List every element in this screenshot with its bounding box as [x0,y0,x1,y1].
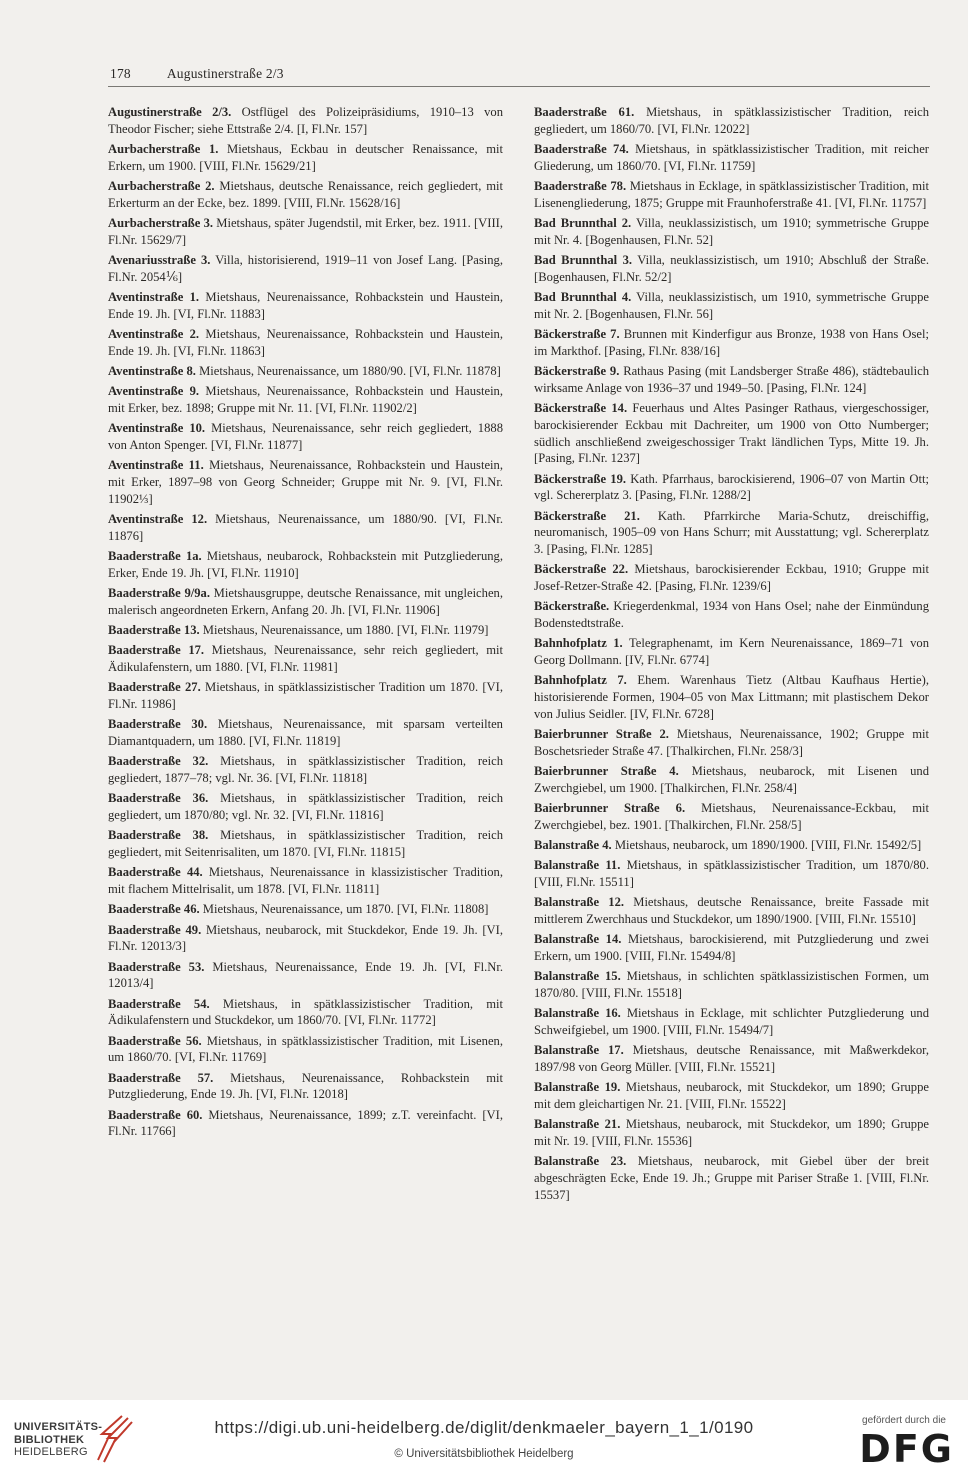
register-entry [108,363,503,380]
entry-heading: Bad Brunnthal 4. [534,290,632,304]
entry-heading: Aventinstraße 11. [108,458,204,473]
entry-heading: Baaderstraße 57. [108,1070,214,1085]
register-entry [534,141,929,175]
entry-heading: Augustinerstraße 2/3. [108,105,232,119]
entry-heading: Balanstraße 19. [534,1080,621,1095]
entry-text: Mietshaus, Neurenaissance, um 1870. [VI, Fl.Nr. 11808] [199,902,489,917]
entry-heading: Baaderstraße 61. [534,105,635,119]
entry-heading: Baaderstraße 60. [108,1107,203,1122]
entry-text: Kath. Pfarrkirche Maria-Schutz, dreischiffig, neuromanisch, 1905–09 von Hans Schurr; mit Ausstattung; vgl. Schererplatz 3. [Pasing, Fl.Nr. 1285] [534,508,929,556]
entry-text: Mietshaus, Neurenaissance, um 1880/90. [VI, Fl.Nr. 11878] [195,364,501,378]
entry-text: Mietshaus, Neurenaissance, sehr reich gegliedert, mit Ädikulafenstern, um 1880. [VI, Fl.Nr. 11981] [108,643,503,674]
entry-text: Mietshaus, Neurenaissance, 1902; Gruppe mit Boschetsrieder Straße 47. [Thalkirchen, Fl.Nr. 258/3] [534,727,930,758]
register-entry [108,1107,503,1141]
register-entry [108,457,503,507]
entry-heading: Bäckerstraße 19. [534,471,627,486]
register-entry [108,642,503,676]
entry-text: Kriegerdenkmal, 1934 von Hans Osel; nahe der Einmündung Bodenstedtstraße. [534,599,929,630]
entry-heading: Bad Brunnthal 3. [534,253,633,267]
register-entry [534,215,929,249]
entry-text: Mietshaus, Neurenaissance in klassizistischer Tradition, mit flachem Mittelrisalit, um 1878. [VI, Fl.Nr. 11811] [108,865,503,896]
register-entry [534,894,929,928]
entry-heading: Balanstraße 17. [534,1043,624,1058]
entry-text: Mietshaus, deutsche Renaissance, mit Maßwerkdekor, 1897/98 von Georg Müller. [VIII, Fl.Nr. 15521] [534,1043,930,1074]
register-entry [534,1116,929,1150]
entry-text: Mietshaus, deutsche Renaissance, breite Fassade mit mittlerem Zwerchhaus und Stuckdekor, um 1890/1900. [VIII, Fl.Nr. 15510] [534,895,929,926]
entry-heading: Baierbrunner Straße 2. [534,727,669,741]
register-entry [534,763,929,797]
entry-heading: Baaderstraße 78. [534,179,627,193]
register-entry [108,383,503,417]
entry-heading: Bäckerstraße 22. [534,562,629,577]
entry-heading: Bäckerstraße. [534,599,610,614]
header-rule [108,86,930,87]
entry-text: Ostflügel des Polizeipräsidiums, 1910–13 von Theodor Fischer; siehe Ettstraße 2/4. [I, Fl.Nr. 157] [108,105,503,136]
page-number: 178 [110,66,131,81]
right-column [534,104,929,1207]
entry-text: Mietshaus, Neurenaissance, mit sparsam verteilten Diamantquadern, um 1880. [VI, Fl.Nr. 11819] [108,717,503,748]
library-line-1: UNIVERSITÄTS- [14,1421,103,1433]
entry-text: Mietshaus, deutsche Renaissance, reich gegliedert, mit Erkerturm an der Ecke, bez. 1899. [VIII, Fl.Nr. 15628/16] [108,179,503,210]
register-entry [108,548,503,582]
entry-heading: Aurbacherstraße 1. [108,142,219,156]
register-entry [108,252,503,286]
entry-text: Mietshaus, Neurenaissance, Rohbackstein mit Putzgliederung, Ende 19. Jh. [VI, Fl.Nr. 12018] [108,1070,503,1102]
entry-text: Kath. Pfarrhaus, barockisierend, 1906–07 von Martin Ott; vgl. Schererplatz 3. [Pasing, Fl.Nr. 1288/2] [534,471,929,503]
register-entry [534,1042,929,1076]
permalink-url[interactable]: https://digi.ub.uni-heidelberg.de/diglit/denkmaeler_bayern_1_1/0190 [214,1418,754,1437]
register-entry [534,1153,929,1203]
viewer-footer [0,1400,968,1475]
entry-text: Mietshaus, Neurenaissance, um 1880. [VI, Fl.Nr. 11979] [199,623,489,637]
register-entry [108,716,503,750]
entry-text: Mietshaus, später Jugendstil, mit Erker, bez. 1911. [VIII, Fl.Nr. 15629/7] [108,216,503,247]
register-entry [534,1079,929,1113]
page-header [110,66,930,82]
entry-text: Villa, neuklassizistisch, um 1910, symmetrische Gruppe mit Nr. 2. [Bogenhausen, Fl.Nr. 56] [534,290,929,321]
entry-text: Mietshaus, in schlichten spätklassizistischen Formen, um 1870/80. [VIII, Fl.Nr. 15518] [534,969,930,1000]
entry-text: Mietshaus, Eckbau in deutscher Renaissance, mit Erkern, um 1900. [VIII, Fl.Nr. 15629/21] [108,142,503,173]
entry-heading: Baaderstraße 53. [108,959,205,974]
register-entry [108,326,503,360]
library-line-3: HEIDELBERG [14,1446,88,1458]
entry-text: Ehem. Warenhaus Tietz (Altbau Kaufhaus Hertie), historisierende Formen, 1904–05 von Max Littmann; mit plastischem Dekor von Julius Seidler. [IV, Fl.Nr. 6728] [534,673,929,721]
register-entry [108,959,503,993]
entry-text: Mietshaus, Neurenaissance, Ende 19. Jh. [VI, Fl.Nr. 12013/4] [108,959,503,991]
entry-text: Rathaus Pasing (mit Landsberger Straße 486), städtebaulich wirksame Anlage von 1936–37 und 1949–50. [Pasing, Fl.Nr. 124] [534,364,929,395]
entry-text: Mietshaus, Neurenaissance, um 1880/90. [VI, Fl.Nr. 11876] [108,512,503,543]
left-column [108,104,503,1144]
entry-heading: Bäckerstraße 7. [534,327,620,341]
entry-text: Mietshaus, in spätklassizistischer Tradition, reich gegliedert, um 1860/70. [VI, Fl.Nr. 12022] [534,105,929,136]
register-entry [534,1005,929,1039]
register-entry [108,864,503,898]
register-entry [108,511,503,545]
entry-text: Mietshaus, barockisierender Eckbau, 1910; Gruppe mit Josef-Retzer-Straße 42. [Pasing, Fl.Nr. 1239/6] [534,562,929,593]
copyright-notice: © Universitätsbibliothek Heidelberg [394,1448,574,1460]
entry-heading: Baaderstraße 56. [108,1033,202,1048]
register-entry [534,561,929,595]
entry-heading: Balanstraße 23. [534,1154,627,1169]
entry-text: Villa, neuklassizistisch, um 1910; Abschluß der Straße. [Bogenhausen, Fl.Nr. 52/2] [534,253,929,284]
register-entry [534,178,929,212]
entry-text: Mietshaus, Neurenaissance, Rohbackstein und Haustein, mit Erker, 1897–98 von Georg Schneider; Gruppe mit Nr. 9. [VI, Fl.Nr. 11902⅓] [108,458,503,506]
register-entry [108,104,503,138]
entry-text: Mietshausgruppe, deutsche Renaissance, mit ungleichen, malerisch angeordneten Erkern, Anfang 20. Jh. [VI, Fl.Nr. 11906] [108,586,503,617]
register-entry [108,901,503,918]
entry-text: Mietshaus, neubarock, mit Giebel über der breit abgeschrägten Ecke, Ende 19. Jh.; Gruppe mit Pariser Straße 1. [VIII, Fl.Nr. 15537] [534,1154,930,1202]
entry-heading: Balanstraße 14. [534,932,622,947]
entry-heading: Baaderstraße 38. [108,828,209,843]
register-entry [534,635,929,669]
entry-text: Mietshaus, in spätklassizistischer Tradition, mit Lisenen, um 1860/70. [VI, Fl.Nr. 11769] [108,1033,503,1065]
entry-heading: Baaderstraße 46. [108,902,200,917]
register-entry [108,289,503,323]
entry-text: Mietshaus, in spätklassizistischer Tradition, reich gegliedert, 1877–78; vgl. Nr. 36. [VI, Fl.Nr. 11818] [108,754,503,785]
library-line-2: BIBLIOTHEK [14,1433,85,1446]
dfg-logo: DFG [859,1427,954,1471]
entry-heading: Baaderstraße 74. [534,142,629,156]
entry-heading: Aventinstraße 1. [108,290,200,304]
entry-text: Mietshaus, Neurenaissance, Rohbackstein und Haustein, Ende 19. Jh. [VI, Fl.Nr. 11863] [108,327,504,358]
register-entry [534,252,929,286]
entry-text: Mietshaus, barockisierend, mit Putzgliederung und zwei Erkern, um 1900. [VIII, Fl.Nr. 15494/8] [534,932,930,963]
entry-text: Mietshaus, neubarock, Rohbackstein mit Putzgliederung, Erker, Ende 19. Jh. [VI, Fl.Nr. 11910] [108,549,503,580]
entry-text: Feuerhaus und Altes Pasinger Rathaus, viergeschossiger, barockisierender Eckbau mit Dachreiter, um 1900 von Otto Numberger; südlich anschließend zweigeschossiger Trakt ländlichen Typs, Mitte 19. Jh. [Pasing, Fl.Nr. 1237] [534,401,929,466]
entry-text: Villa, neuklassizistisch, um 1910; symmetrische Gruppe mit Nr. 4. [Bogenhausen, Fl.Nr. 52] [534,216,929,247]
running-title: Augustinerstraße 2/3 [166,66,284,81]
register-entry [108,178,503,212]
entry-text: Mietshaus, Neurenaissance, sehr reich gegliedert, 1888 von Anton Spenger. [VI, Fl.Nr. 11877] [108,421,503,452]
register-entry [534,931,929,965]
entry-heading: Baaderstraße 49. [108,922,202,937]
entry-heading: Baaderstraße 32. [108,754,209,769]
entry-text: Telegraphenamt, im Kern Neurenaissance, 1869–71 von Georg Dollmann. [IV, Fl.Nr. 6774] [534,636,929,667]
entry-heading: Balanstraße 4. [534,838,612,852]
entry-heading: Baaderstraße 1a. [108,549,202,563]
register-entry [534,857,929,891]
register-entry [108,1070,503,1104]
register-entry [108,622,503,639]
entry-text: Mietshaus, in spätklassizistischer Tradition, reich gegliedert, um 1870/80; vgl. Nr. 32. [VI, Fl.Nr. 11816] [108,791,503,822]
register-entry [534,726,929,760]
register-entry [108,790,503,824]
entry-heading: Aurbacherstraße 3. [108,216,214,230]
register-entry [534,471,929,505]
entry-heading: Baaderstraße 44. [108,865,203,880]
register-entry [534,968,929,1002]
register-entry [534,363,929,397]
register-entry [534,326,929,360]
entry-text: Brunnen mit Kinderfigur aus Bronze, 1938 von Hans Osel; im Markthof. [Pasing, Fl.Nr. 838/16] [534,327,929,358]
entry-heading: Balanstraße 12. [534,895,625,910]
register-entry [108,1033,503,1067]
entry-heading: Baaderstraße 54. [108,996,210,1011]
entry-heading: Baaderstraße 36. [108,791,209,806]
entry-text: Villa, historisierend, 1919–11 von Josef Lang. [Pasing, Fl.Nr. 2054⅙] [108,253,503,284]
entry-heading: Bäckerstraße 21. [534,508,640,523]
register-entry [108,215,503,249]
register-entry [534,672,929,722]
register-entry [108,141,503,175]
register-entry [108,679,503,713]
entry-text: Mietshaus, in spätklassizistischer Tradition, reich gegliedert, mit Seitenrisaliten, um 1870. [VI, Fl.Nr. 11815] [108,828,503,859]
entry-text: Mietshaus, Neurenaissance-Eckbau, mit Zwerchgiebel, bez. 1901. [Thalkirchen, Fl.Nr. 258/5] [534,801,929,832]
entry-heading: Balanstraße 21. [534,1117,621,1132]
register-entry [534,508,929,558]
entry-heading: Baaderstraße 13. [108,623,200,637]
entry-heading: Bahnhofplatz 1. [534,636,623,651]
entry-heading: Baierbrunner Straße 6. [534,801,686,815]
entry-heading: Bäckerstraße 14. [534,401,628,415]
entry-heading: Baaderstraße 27. [108,680,201,695]
entry-text: Mietshaus, in spätklassizistischer Tradition, um 1870/80. [VIII, Fl.Nr. 15511] [534,858,929,889]
entry-text: Mietshaus, neubarock, mit Lisenen und Zwerchgiebel, um 1900. [Thalkirchen, Fl.Nr. 258/4] [534,764,929,795]
entry-heading: Bad Brunnthal 2. [534,216,632,230]
register-entry [534,400,929,467]
entry-text: Mietshaus in Ecklage, mit schlichter Putzgliederung und Schweifgiebel, um 1900. [VIII, Fl.Nr. 15494/7] [534,1006,929,1037]
entry-text: Mietshaus, Neurenaissance, Rohbackstein und Haustein, mit Erker, bez. 1898; Gruppe mit Nr. 11. [VI, Fl.Nr. 11902/2] [108,384,504,415]
entry-text: Mietshaus, in spätklassizistischer Tradition, mit Ädikulafenstern und Stuckdekor, um 1860/70. [VI, Fl.Nr. 11772] [108,996,503,1028]
entry-heading: Aurbacherstraße 2. [108,179,215,193]
register-entry [534,837,929,854]
entry-heading: Aventinstraße 2. [108,327,200,341]
entry-heading: Aventinstraße 8. [108,364,196,378]
entry-heading: Aventinstraße 12. [108,512,208,526]
entry-text: Mietshaus, Neurenaissance, 1899; z.T. vereinfacht. [VI, Fl.Nr. 11766] [108,1107,503,1139]
register-entry [534,104,929,138]
entry-heading: Avenariusstraße 3. [108,253,211,267]
entry-text: Mietshaus, neubarock, mit Stuckdekor, Ende 19. Jh. [VI, Fl.Nr. 12013/3] [108,922,503,954]
entry-heading: Baaderstraße 9/9a. [108,586,210,600]
entry-text: Mietshaus, in spätklassizistischer Tradition, mit reicher Gliederung, um 1860/70. [VI, Fl.Nr. 11759] [534,142,929,173]
entry-text: Mietshaus, neubarock, mit Stuckdekor, um 1890; Gruppe mit dem gleichartigen Nr. 21. [VIII, Fl.Nr. 15522] [534,1080,929,1111]
register-entry [108,753,503,787]
entry-heading: Aventinstraße 9. [108,384,200,399]
entry-text: Mietshaus, in spätklassizistischer Tradition um 1870. [VI, Fl.Nr. 11986] [108,680,503,711]
register-entry [534,800,929,834]
entry-heading: Balanstraße 15. [534,969,621,984]
entry-text: Mietshaus, neubarock, mit Stuckdekor, um 1890; Gruppe mit Nr. 19. [VIII, Fl.Nr. 15536] [534,1117,929,1148]
entry-heading: Baierbrunner Straße 4. [534,764,679,778]
register-entry [108,827,503,861]
funder-label: gefördert durch die [862,1415,946,1426]
entry-heading: Balanstraße 16. [534,1006,621,1021]
entry-heading: Balanstraße 11. [534,858,621,873]
register-entry [534,598,929,632]
entry-heading: Bäckerstraße 9. [534,364,620,378]
entry-text: Mietshaus, neubarock, um 1890/1900. [VIII, Fl.Nr. 15492/5] [611,838,922,852]
entry-heading: Aventinstraße 10. [108,421,206,436]
entry-heading: Baaderstraße 30. [108,717,208,732]
entry-heading: Baaderstraße 17. [108,643,205,658]
register-entry [108,922,503,956]
register-entry [108,420,503,454]
register-entry [108,585,503,619]
register-entry [534,289,929,323]
entry-heading: Bahnhofplatz 7. [534,673,627,688]
register-entry [108,996,503,1030]
entry-text: Mietshaus, Neurenaissance, Rohbackstein und Haustein, Ende 19. Jh. [VI, Fl.Nr. 11883] [108,290,504,321]
entry-text: Mietshaus in Ecklage, in spätklassizistischer Tradition, mit Lisenengliederung, 1875; Gruppe mit Fraunhoferstraße 41. [VI, Fl.Nr. 11757] [534,179,929,210]
